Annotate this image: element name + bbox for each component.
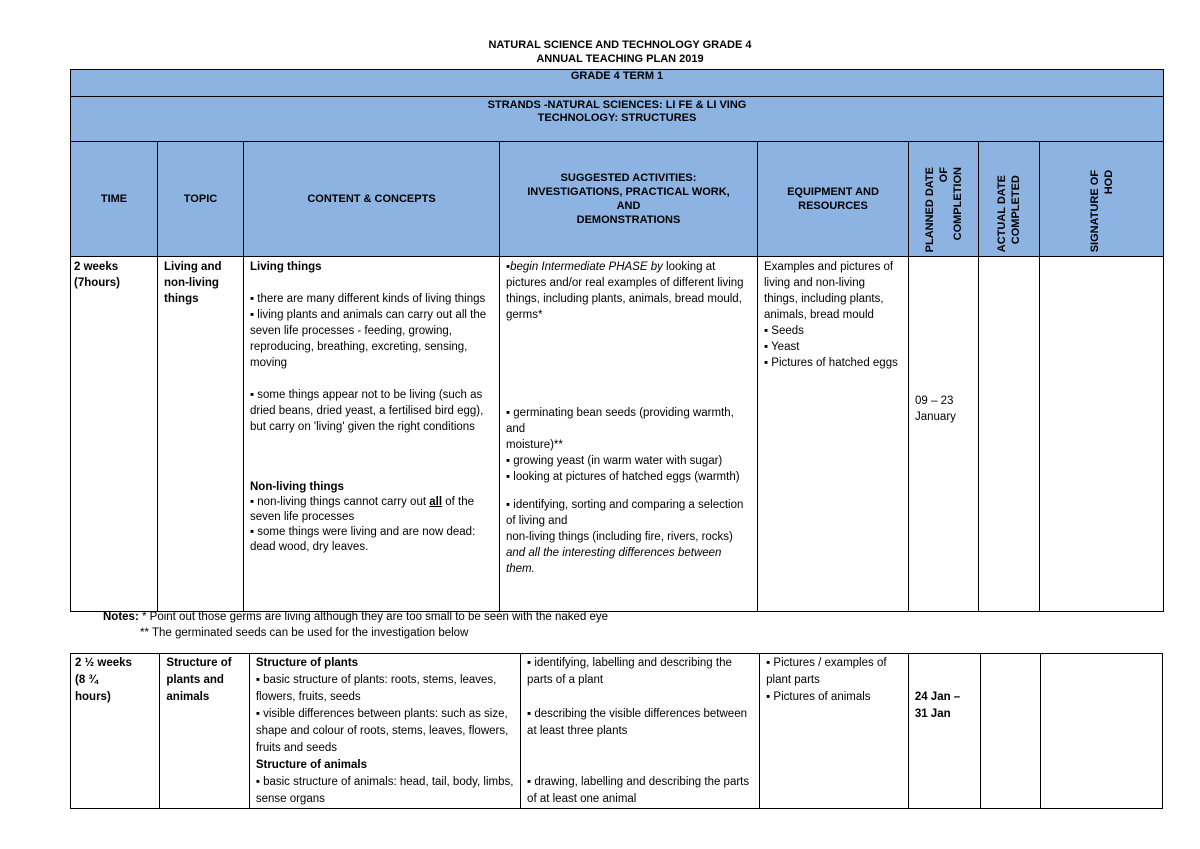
content-item: ▪ basic structure of plants: roots, stems, leaves, flowers, fruits, seeds [255, 674, 497, 703]
teaching-plan-table [70, 69, 1164, 612]
teaching-plan-table-continued [70, 653, 1163, 809]
time-line: (7hours) [74, 277, 120, 289]
notes-line1 [103, 609, 608, 625]
equipment-item: ▪ Seeds [764, 325, 804, 337]
topic-cell [160, 654, 249, 809]
content-text: of the seven life processes [250, 496, 474, 523]
planned-date-line: January [915, 411, 956, 423]
content-cell [244, 257, 500, 612]
activity-italic: ▪begin Intermediate PHASE by [506, 261, 663, 273]
topic-line: plants and [166, 674, 224, 686]
topic-line: things [164, 293, 199, 305]
actual-header-line2: COMPLETED [1010, 174, 1022, 244]
topic-line: Living and [164, 261, 222, 273]
planned-header-line1: PLANNED DATE [923, 166, 936, 252]
activity-item: ▪ looking at pictures of hatched eggs (warmth) [506, 471, 740, 483]
document-title: NATURAL SCIENCE AND TECHNOLOGY GRADE 4 [488, 39, 752, 51]
topic-line: non-living [164, 277, 219, 289]
actual-date-cell [981, 654, 1041, 809]
planned-date-line: 31 Jan [914, 708, 951, 720]
planned-date-cell [908, 654, 980, 809]
col-header-signature [1040, 142, 1164, 257]
col-header-content: CONTENT & CONCEPTS [244, 142, 500, 257]
content-emphasis: all [429, 496, 443, 508]
topic-cell [158, 257, 244, 612]
activity-item: ▪ identifying, sorting and comparing a selection of living and [506, 499, 744, 527]
content-cell [249, 654, 520, 809]
content-item [250, 495, 493, 525]
content-item: ▪ basic structure of animals: head, tail, body, limbs, sense organs [255, 776, 514, 805]
content-heading: Non-living things [250, 481, 344, 493]
topic-line: Structure of [166, 657, 232, 669]
col-header-planned-date [909, 142, 979, 257]
activity-item [506, 259, 751, 323]
time-cell [71, 257, 158, 612]
signature-header-line1: SIGNATURE OF [1088, 169, 1101, 252]
equipment-item: ▪ Yeast [764, 341, 800, 353]
time-line: 2 weeks [74, 261, 119, 273]
time-line: hours) [75, 691, 111, 703]
content-heading: Structure of animals [255, 759, 368, 771]
activity-item: ▪ identifying, labelling and describing the parts of a plant [527, 657, 732, 686]
time-cell [71, 654, 160, 809]
strands-header [71, 97, 1164, 142]
col-header-actual-date [979, 142, 1040, 257]
col-header-time: TIME [71, 142, 158, 257]
actual-date-cell [979, 257, 1040, 612]
signature-header-line2: HOD [1102, 169, 1115, 195]
col-header-equipment [758, 142, 909, 257]
activity-item [506, 529, 751, 577]
equipment-header-line2: RESOURCES [798, 200, 868, 212]
content-heading: Living things [250, 261, 322, 273]
content-item: ▪ living plants and animals can carry out all the seven life processes - feeding, growing, reproducing, breathing, excreting, sensing, moving [250, 309, 487, 369]
strands-line2: TECHNOLOGY: STRUCTURES [537, 112, 697, 124]
equipment-item: ▪ Pictures of hatched eggs [764, 357, 898, 369]
planned-date-cell [909, 257, 979, 612]
col-header-activities [500, 142, 758, 257]
activities-header-line2: INVESTIGATIONS, PRACTICAL WORK, [527, 186, 730, 198]
activities-cell [500, 257, 758, 612]
actual-header-line1: ACTUAL DATE [996, 174, 1008, 252]
activities-header-line4: DEMONSTRATIONS [576, 214, 681, 226]
activity-item: moisture)** [506, 439, 563, 451]
equipment-header-line1: EQUIPMENT AND [787, 186, 879, 198]
content-text: ▪ non-living things cannot carry out [250, 496, 430, 508]
equipment-item: ▪ Pictures of animals [766, 691, 871, 703]
equipment-item: Examples and pictures of living and non-living things, including plants, animals, bread mould [764, 261, 894, 321]
activity-item: ▪ describing the visible differences between at least three plants [527, 708, 747, 737]
topic-line: animals [166, 691, 210, 703]
activities-header-line1: SUGGESTED ACTIVITIES: [560, 172, 697, 184]
table-row [71, 257, 1164, 612]
activity-text: non-living things (including fire, rivers, rocks) [506, 531, 733, 543]
notes-label: Notes: [103, 611, 139, 623]
planned-date-line: 24 Jan – [914, 691, 961, 703]
planned-header-line3: COMPLETION [951, 166, 964, 240]
activity-item: ▪ germinating bean seeds (providing warmth, and [506, 407, 734, 435]
signature-cell [1040, 257, 1164, 612]
notes-line2: ** The germinated seeds can be used for the investigation below [140, 627, 469, 639]
signature-cell [1041, 654, 1163, 809]
activities-header-line3: AND [616, 200, 641, 212]
content-heading: Structure of plants [255, 657, 359, 669]
planned-header-line2: OF [937, 166, 950, 182]
strands-line1: STRANDS -NATURAL SCIENCES: LI FE & LI VING [487, 99, 747, 111]
content-item: ▪ some things appear not to be living (such as dried beans, dried yeast, a fertilised bird egg), but carry on 'living' given the right conditions [250, 389, 484, 433]
content-item: ▪ there are many different kinds of living things [250, 293, 486, 305]
activity-italic: and all the interesting differences between them. [506, 547, 722, 575]
equipment-cell [758, 257, 909, 612]
content-item: ▪ some things were living and are now dead: dead wood, dry leaves. [250, 526, 476, 553]
activities-cell [521, 654, 760, 809]
time-line: (8 ¾ [75, 674, 99, 686]
notes-text: * Point out those germs are living although they are too small to be seen with the naked eye [138, 611, 609, 623]
activity-item: ▪ growing yeast (in warm water with sugar) [506, 455, 723, 467]
term-header: GRADE 4 TERM 1 [71, 70, 1164, 97]
activity-text: looking at pictures and/or real examples of different living things, including plants, animals, bread mould, germs* [506, 261, 744, 321]
equipment-cell [760, 654, 909, 809]
equipment-item: ▪ Pictures / examples of plant parts [766, 657, 887, 686]
table-row [71, 654, 1163, 809]
activity-item: ▪ drawing, labelling and describing the parts of at least one animal [527, 776, 750, 805]
time-line: 2 ½ weeks [75, 657, 132, 669]
content-item: ▪ visible differences between plants: such as size, shape and colour of roots, stems, leaves, flowers, fruits and seeds [255, 708, 509, 754]
col-header-topic: TOPIC [158, 142, 244, 257]
planned-date-line: 09 – 23 [915, 395, 954, 407]
document-subtitle: ANNUAL TEACHING PLAN 2019 [536, 53, 704, 65]
